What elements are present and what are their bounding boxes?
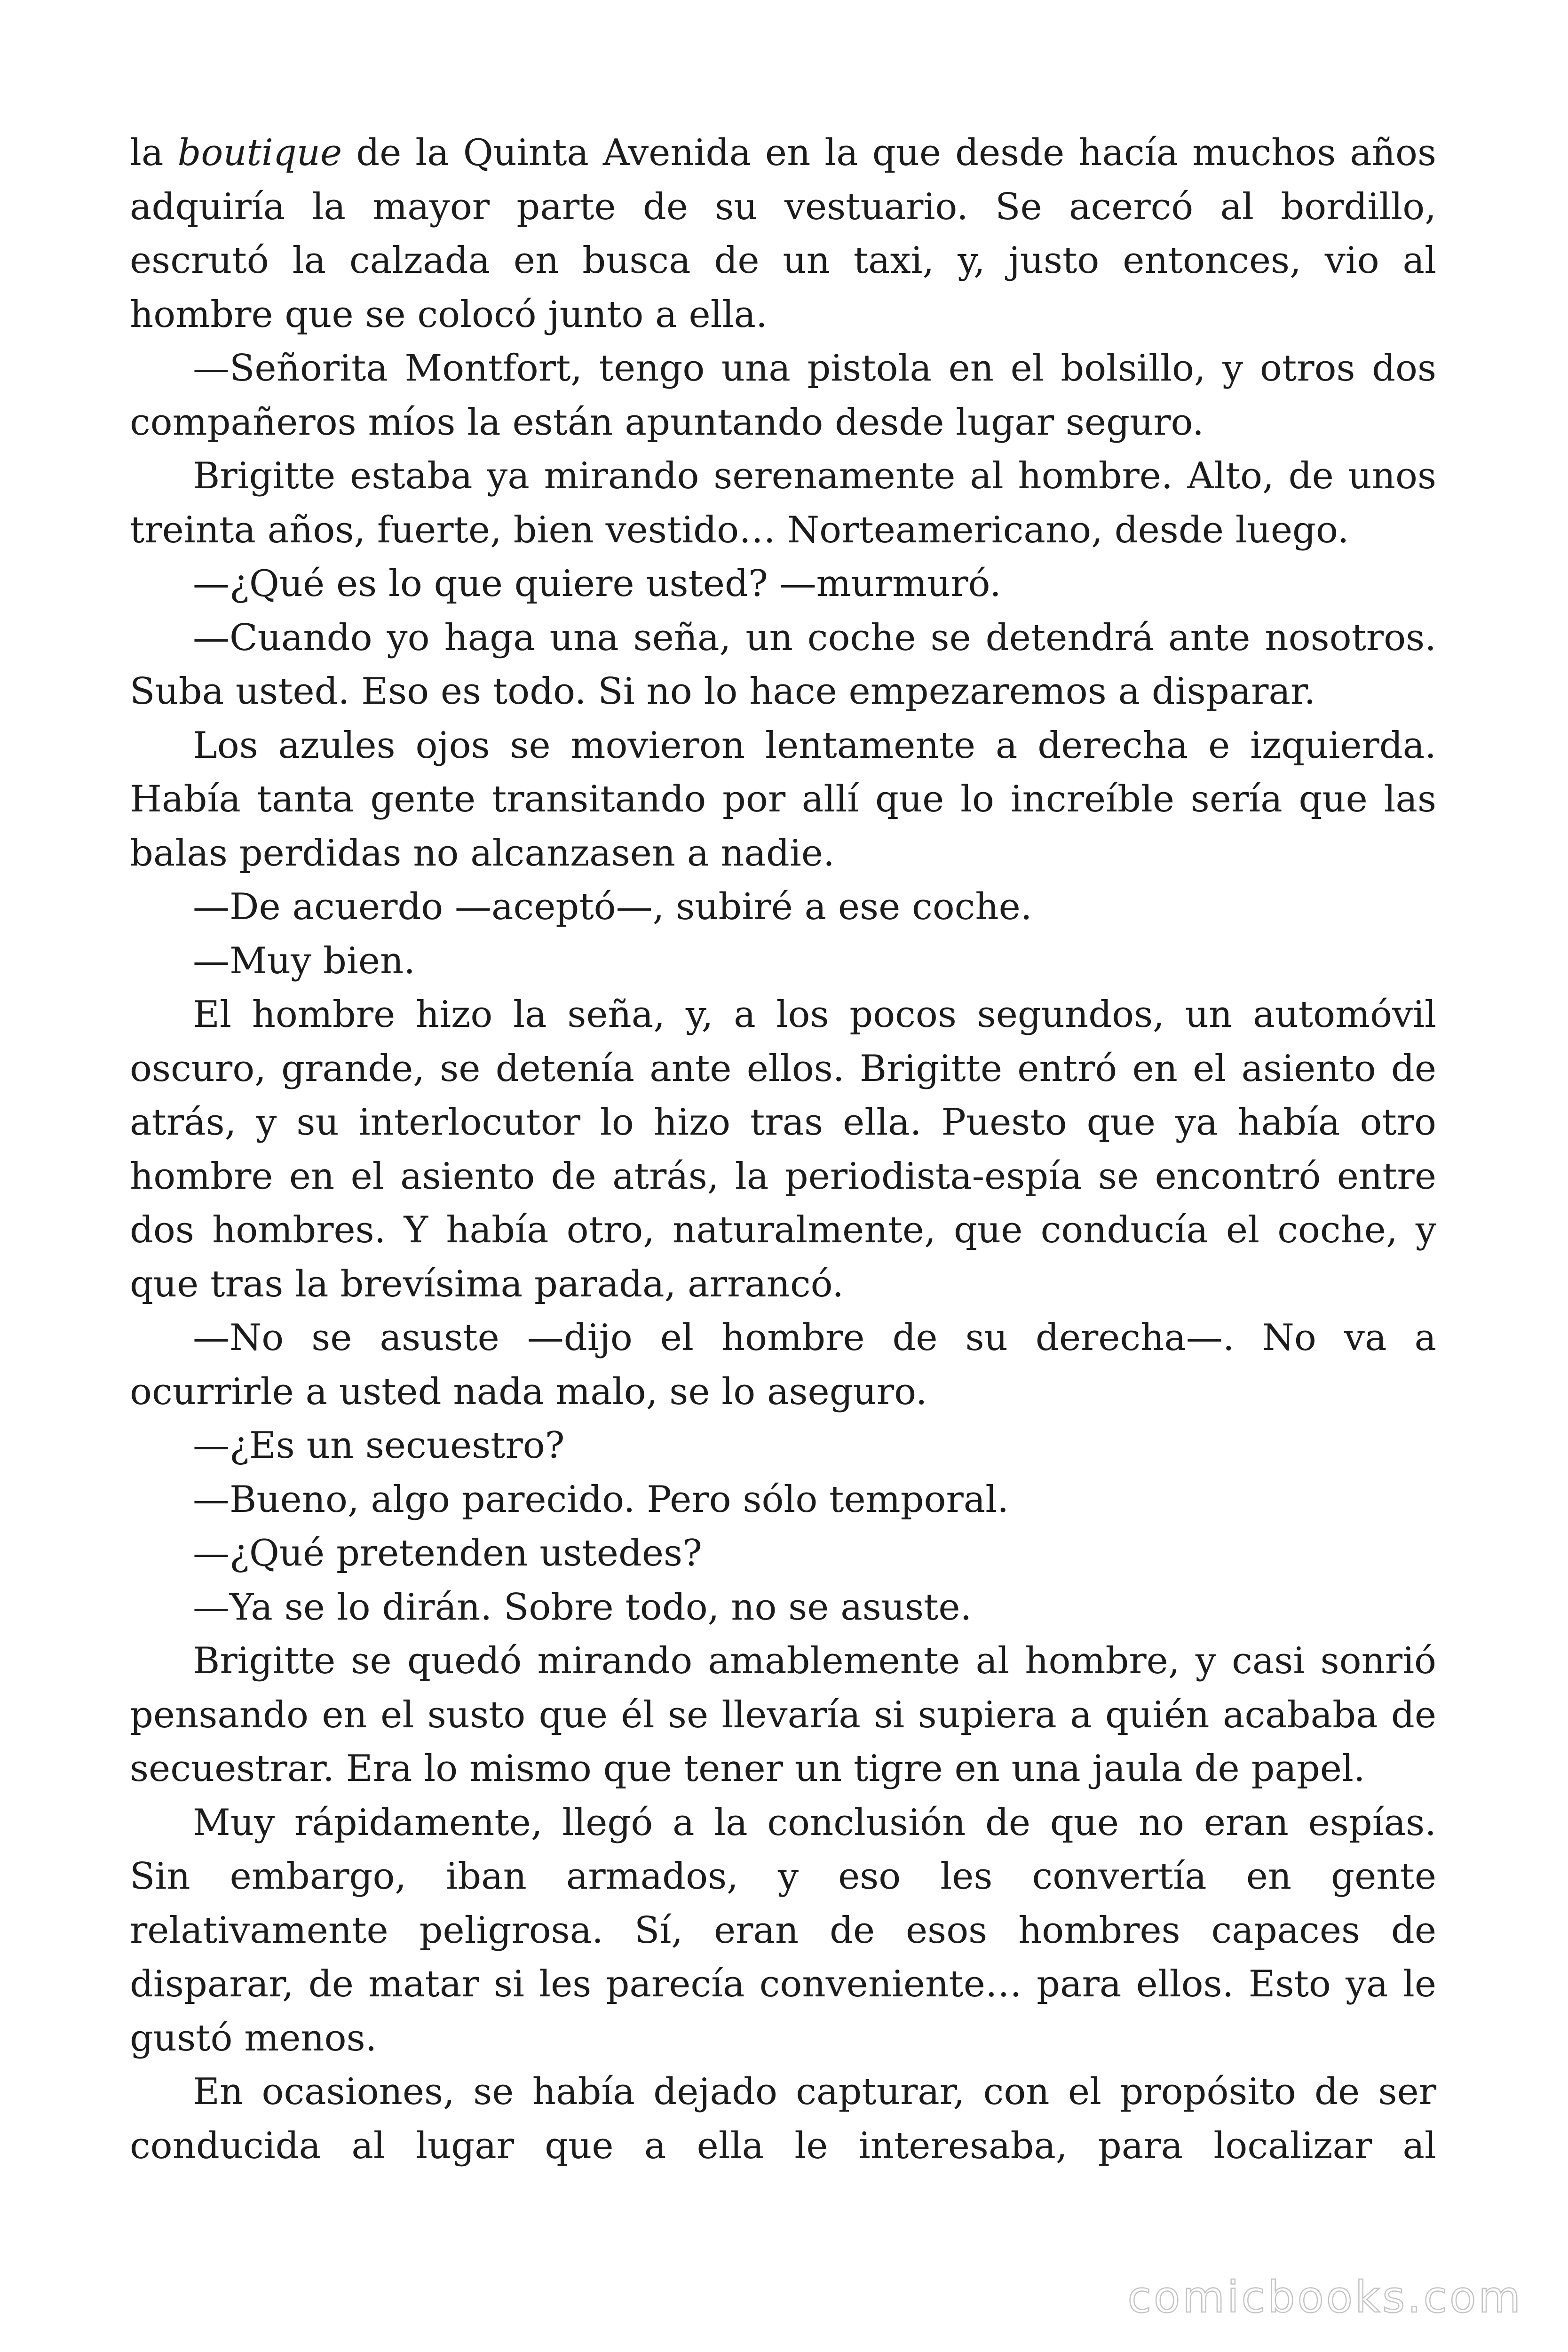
text-line: compañeros míos la están apuntando desde lugar seguro.	[130, 401, 1204, 444]
text-line: Muy rápidamente, llegó a la conclusión de que no eran espías.	[193, 1801, 1436, 1844]
text-line: adquiría la mayor parte de su vestuario. Se acercó al bordillo,	[130, 185, 1436, 228]
text-line: El hombre hizo la seña, y, a los pocos segundos, un automóvil	[193, 993, 1436, 1036]
text-line: atrás, y su interlocutor lo hizo tras ella. Puesto que ya había otro	[130, 1101, 1436, 1144]
text-line: oscuro, grande, se detenía ante ellos. Brigitte entró en el asiento de	[130, 1047, 1436, 1090]
text-line: Los azules ojos se movieron lentamente a derecha e izquierda.	[193, 724, 1436, 767]
text-line: hombre que se colocó junto a ella.	[130, 293, 768, 336]
page-text	[130, 126, 1436, 2173]
text-line: —Cuando yo haga una seña, un coche se detendrá ante nosotros.	[193, 616, 1436, 659]
text-line: —¿Es un secuestro?	[193, 1424, 565, 1467]
text-line: —¿Qué pretenden ustedes?	[193, 1532, 702, 1574]
text-line: treinta años, fuerte, bien vestido… Norteamericano, desde luego.	[130, 509, 1349, 551]
text-line: disparar, de matar si les parecía conveniente… para ellos. Esto ya le	[130, 1963, 1436, 2005]
text-line: pensando en el susto que él se llevaría si supiera a quién acababa de	[130, 1693, 1436, 1736]
text-line: En ocasiones, se había dejado capturar, con el propósito de ser	[193, 2071, 1436, 2113]
text-line: Brigitte estaba ya mirando serenamente al hombre. Alto, de unos	[193, 455, 1436, 497]
text-line: —Muy bien.	[193, 939, 416, 982]
text-line: —De acuerdo —aceptó—, subiré a ese coche.	[193, 886, 1032, 928]
text-line: gustó menos.	[130, 2017, 377, 2059]
text-line: escrutó la calzada en busca de un taxi, y, justo entonces, vio al	[130, 239, 1436, 282]
text-line: relativamente peligrosa. Sí, eran de esos hombres capaces de	[130, 1909, 1436, 1952]
text-line: Suba usted. Eso es todo. Si no lo hace empezaremos a disparar.	[130, 670, 1316, 713]
text-line: —No se asuste —dijo el hombre de su derecha—. No va a	[193, 1317, 1436, 1359]
text-line: —Bueno, algo parecido. Pero sólo temporal.	[193, 1478, 1009, 1521]
text-line: secuestrar. Era lo mismo que tener un tigre en una jaula de papel.	[130, 1748, 1365, 1790]
text-line: Había tanta gente transitando por allí que lo increíble sería que las	[130, 778, 1436, 820]
text-line: balas perdidas no alcanzasen a nadie.	[130, 832, 835, 874]
text-line: hombre en el asiento de atrás, la periodista-espía se encontró entre	[130, 1155, 1436, 1198]
text-line: ocurrirle a usted nada malo, se lo aseguro.	[130, 1370, 927, 1413]
text-line: —¿Qué es lo que quiere usted? —murmuró.	[193, 563, 1001, 605]
text-line: Brigitte se quedó mirando amablemente al hombre, y casi sonrió	[193, 1640, 1436, 1682]
watermark: comicbooks.com	[1127, 2272, 1523, 2322]
text-line: la boutique de la Quinta Avenida en la que desde hacía muchos años	[130, 132, 1436, 174]
text-line: conducida al lugar que a ella le interesaba, para localizar al	[130, 2124, 1436, 2167]
text-line: —Señorita Montfort, tengo una pistola en el bolsillo, y otros dos	[193, 347, 1436, 389]
text-line: que tras la brevísima parada, arrancó.	[130, 1263, 844, 1305]
text-line: —Ya se lo dirán. Sobre todo, no se asuste.	[193, 1586, 972, 1629]
text-line: dos hombres. Y había otro, naturalmente, que conducía el coche, y	[130, 1209, 1436, 1251]
italic-word: boutique	[177, 132, 342, 174]
text-line: Sin embargo, iban armados, y eso les convertía en gente	[130, 1855, 1436, 1898]
